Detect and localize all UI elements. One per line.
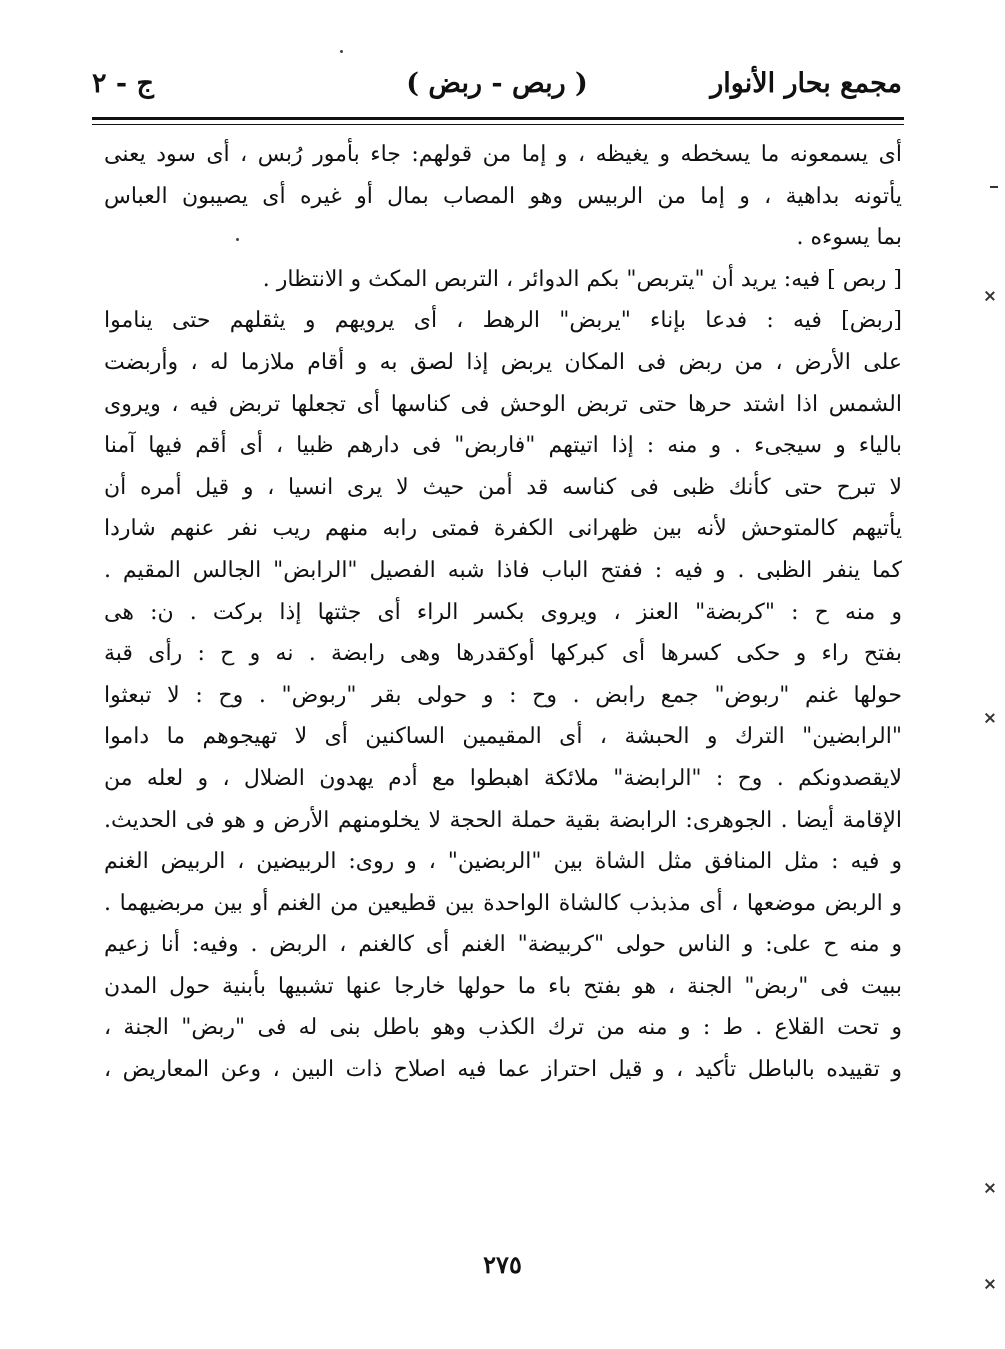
text-line: على الأرض ، من ربض فى المكان يربض إذا لصق به و أقام ملازما له ، وأربضت [104,349,902,375]
margin-mark [984,712,996,724]
text-line: بفتح راء و حكى كسرها أى كبركها أوكقدرها وهى رابضة . نه و ح : رأى قبة [104,641,902,667]
running-header [92,62,902,112]
page-number: ٢٧٥ [483,1250,522,1279]
text-line: بالياء و سيجىء . و منه : إذا اتيتهم "فاربض" فى دارهم ظبيا ، أى أقم فيها آمنا [104,433,902,459]
text-line: [ربض] فيه : فدعا بإناء "يربض" الرهط ، أى يرويهم و يثقلهم حتى يناموا [104,308,902,334]
scan-speck [236,238,239,241]
text-line: لايقصدونكم . وح : "الرابضة" ملائكة اهبطوا مع أدم يهدون الضلال ، و لعله من [104,765,902,791]
header-rule-thin [92,124,904,125]
scan-speck [340,50,343,53]
volume-number: ج - ٢ [92,68,154,99]
text-line: يأتيهم كالمتوحش لأنه بين ظهرانى الكفرة فمتى رابه منهم ريب نفر عنهم شاردا [104,516,902,542]
text-line: و فيه : مثل المنافق مثل الشاة بين "الربضين" ، و روى: الربيضين ، الربيض الغنم [104,849,902,875]
text-line: بما يسوءه . [796,225,902,251]
margin-mark [984,1278,996,1290]
book-title: مجمع بحار الأنوار [710,68,902,99]
text-line: "الرابضين" الترك و الحبشة ، أى المقيمين الساكنين أى لا تهيجوهم ما داموا [104,724,902,750]
margin-mark [984,1182,996,1194]
text-line: حولها غنم "ربوض" جمع رابض . وح : و حولى بقر "ربوض" . وح : لا تبعثوا [104,682,902,708]
body-text [104,134,902,1091]
text-line: و منه ح على: و الناس حولى "كربيضة" الغنم أى كالغنم ، الربض . وفيه: أنا زعيم [104,932,902,958]
text-line: ببيت فى "ربض" الجنة ، هو بفتح باء ما حولها خارجا عنها تشبيها بأبنية حول المدن [104,973,902,999]
text-line: أى يسمعونه ما يسخطه و يغيظه ، و إما من قولهم: جاء بأمور رُبس ، أى سود يعنى [104,142,902,167]
text-line: و تقييده بالباطل تأكيد ، و قيل احتراز عما فيه اصلاح ذات البين ، وعن المعاريض ، [104,1057,902,1083]
header-rule-thick [92,117,904,120]
text-line: [ ربص ] فيه: يريد أن "يتربص" بكم الدوائر ، التربص المكث و الانتظار . [262,266,902,292]
text-line: و تحت القلاع . ط : و منه من ترك الكذب وهو باطل بنى له فى "ربض" الجنة ، [104,1015,902,1041]
text-line: الشمس اذا اشتد حرها حتى تربض الوحش فى كناسها أى تجعلها تربض فيه ، ويروى [104,391,902,417]
text-line: كما ينفر الظبى . و فيه : ففتح الباب فاذا شبه الفصيل "الرابض" الجالس المقيم . [104,557,902,583]
margin-mark [984,290,996,302]
text-line: و الربض موضعها ، أى مذبذب كالشاة الواحدة بين قطيعين من الغنم أو بين مربضيهما . [104,890,902,916]
entry-range: ( ربص - ربض ) [406,68,588,99]
text-line: الإقامة أيضا . الجوهرى: الرابضة بقية حملة الحجة لا يخلومنهم الأرض و هو فى الحديث. [104,807,902,833]
margin-mark [990,186,998,188]
text-line: و منه ح : "كربضة" العنز ، ويروى بكسر الراء أى جثتها إذا بركت . ن: هى [104,599,902,625]
text-line: يأتونه بداهية ، و إما من الربيس وهو المصاب بمال أو غيره أى يصيبون العباس [104,183,902,209]
text-line: لا تبرح حتى كأنك ظبى فى كناسه قد أمن حيث لا يرى انسيا ، و قيل أمره أن [104,474,902,500]
